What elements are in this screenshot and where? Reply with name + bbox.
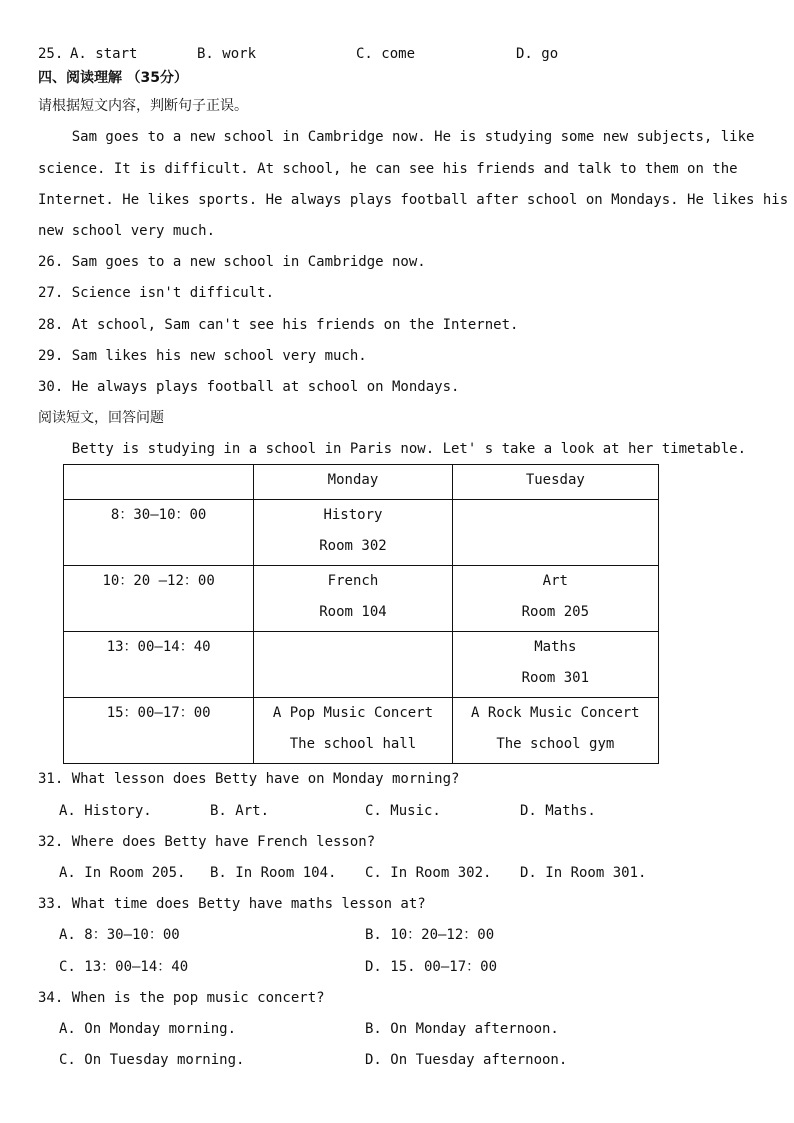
instruction-true-false: 请根据短文内容，判断句子正误。 <box>38 98 248 114</box>
q31-option-b: B. Art. <box>210 803 270 819</box>
q25-number: 25. <box>38 46 64 62</box>
timetable-tuesday-cell <box>452 698 658 764</box>
q34-option-b: B. On Monday afternoon. <box>365 1021 559 1037</box>
timetable-time: 8：30—10：00 <box>64 500 254 566</box>
timetable-header-monday: Monday <box>254 465 452 500</box>
passage1-line-2: science. It is difficult. At school, he can see his friends and talk to them on the <box>38 161 738 177</box>
timetable-header-time <box>64 465 254 500</box>
lesson-name: History <box>323 507 383 523</box>
timetable-header-tuesday: Tuesday <box>452 465 658 500</box>
instruction-answer-questions: 阅读短文，回答问题 <box>38 410 164 426</box>
lesson-room: Room 302 <box>319 538 387 554</box>
q32-stem: 32. Where does Betty have French lesson? <box>38 834 376 850</box>
q33-option-b: B. 10：20—12：00 <box>365 927 495 943</box>
statement-26: 26. Sam goes to a new school in Cambridge now. <box>38 254 426 270</box>
q25-option-d: D. go <box>516 46 559 62</box>
q25-option-a: A. start <box>70 46 138 62</box>
q33-option-a: A. 8：30—10：00 <box>59 927 180 943</box>
q33-option-d: D. 15. 00—17：00 <box>365 959 498 975</box>
q32-option-c: C. In Room 302. <box>365 865 492 881</box>
statement-27: 27. Science isn't difficult. <box>38 285 275 301</box>
timetable-time: 15：00—17：00 <box>64 698 254 764</box>
passage1-line-3: Internet. He likes sports. He always plays football after school on Mondays. He likes his <box>38 192 789 208</box>
timetable-tuesday-cell <box>452 632 658 698</box>
q25-option-c: C. come <box>356 46 416 62</box>
timetable <box>63 464 659 764</box>
section-title: 四、阅读理解 <box>38 70 122 86</box>
timetable-row <box>64 698 659 764</box>
timetable-monday-cell <box>254 698 452 764</box>
q31-option-d: D. Maths. <box>520 803 596 819</box>
q34-option-a: A. On Monday morning. <box>59 1021 237 1037</box>
passage2: Betty is studying in a school in Paris now. Let' s take a look at her timetable. <box>38 441 747 457</box>
q31-stem: 31. What lesson does Betty have on Monday morning? <box>38 771 460 787</box>
lesson-room: Room 301 <box>521 670 590 686</box>
statement-29: 29. Sam likes his new school very much. <box>38 348 367 364</box>
lesson-name: French <box>327 573 379 589</box>
q32-option-a: A. In Room 205. <box>59 865 186 881</box>
lesson-room: Room 205 <box>521 604 590 620</box>
statement-28: 28. At school, Sam can't see his friends on the Internet. <box>38 317 519 333</box>
q33-stem: 33. What time does Betty have maths lesson at? <box>38 896 426 912</box>
q33-option-c: C. 13：00—14：40 <box>59 959 189 975</box>
lesson-room: The school gym <box>496 736 615 752</box>
timetable-row <box>64 500 659 566</box>
timetable-monday-cell <box>254 566 452 632</box>
passage1-line-1: Sam goes to a new school in Cambridge now. He is studying some new subjects, like <box>38 129 755 145</box>
lesson-name: A Rock Music Concert <box>471 705 640 721</box>
q31-option-a: A. History. <box>59 803 152 819</box>
lesson-name: A Pop Music Concert <box>272 705 434 721</box>
timetable-tuesday-cell <box>452 500 658 566</box>
lesson-name: Art <box>542 573 568 589</box>
section-heading <box>38 68 188 88</box>
timetable-tuesday-cell <box>452 566 658 632</box>
q34-option-c: C. On Tuesday morning. <box>59 1052 245 1068</box>
passage1-line-4: new school very much. <box>38 223 216 239</box>
lesson-room: Room 104 <box>319 604 387 620</box>
section-score: （35分） <box>126 70 188 86</box>
timetable-header-row <box>64 465 659 500</box>
lesson-name: Maths <box>534 639 577 655</box>
q25-option-b: B. work <box>197 46 257 62</box>
lesson-room: The school hall <box>289 736 417 752</box>
timetable-monday-cell <box>254 632 452 698</box>
timetable-row <box>64 632 659 698</box>
q32-option-b: B. In Room 104. <box>210 865 337 881</box>
q31-option-c: C. Music. <box>365 803 441 819</box>
q32-option-d: D. In Room 301. <box>520 865 647 881</box>
q34-stem: 34. When is the pop music concert? <box>38 990 325 1006</box>
timetable-monday-cell <box>254 500 452 566</box>
q34-option-d: D. On Tuesday afternoon. <box>365 1052 568 1068</box>
timetable-time: 10：20 —12：00 <box>64 566 254 632</box>
timetable-time: 13：00—14：40 <box>64 632 254 698</box>
statement-30: 30. He always plays football at school on Mondays. <box>38 379 460 395</box>
timetable-row <box>64 566 659 632</box>
